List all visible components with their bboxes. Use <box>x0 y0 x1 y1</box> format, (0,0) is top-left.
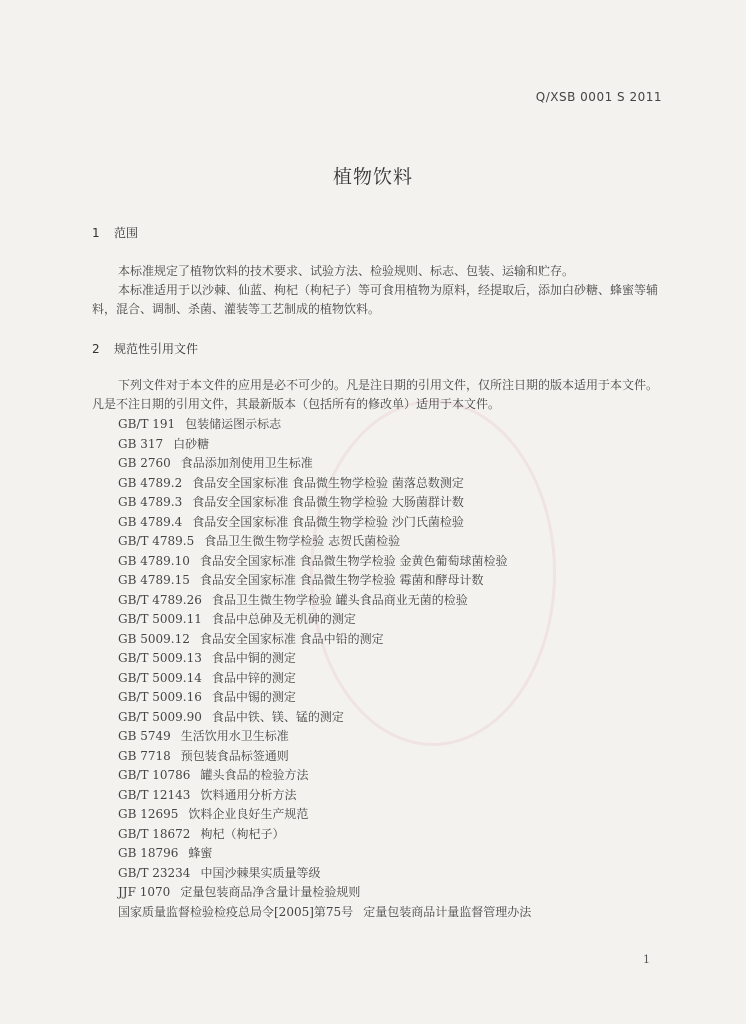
reference-code: GB/T 5009.13 <box>118 651 202 665</box>
reference-code: GB 317 <box>118 436 164 451</box>
reference-item <box>118 903 678 923</box>
reference-item <box>118 747 678 767</box>
reference-code: GB/T 5009.16 <box>118 690 202 704</box>
reference-title: 食品卫生微生物学检验 志贺氏菌检验 <box>204 534 401 548</box>
reference-item <box>118 493 678 513</box>
reference-item <box>118 805 678 825</box>
section-title: 规范性引用文件 <box>114 342 199 356</box>
reference-code: GB/T 23234 <box>118 865 191 880</box>
reference-item <box>118 688 678 708</box>
reference-code: GB/T 12143 <box>118 787 191 802</box>
reference-item <box>118 669 678 689</box>
reference-item <box>118 786 678 806</box>
reference-code: GB/T 5009.90 <box>118 709 202 724</box>
reference-item <box>118 571 678 591</box>
reference-title: 预包装食品标签通则 <box>180 748 289 763</box>
reference-title: 蜂蜜 <box>188 846 213 860</box>
reference-title: 生活饮用水卫生标准 <box>180 729 289 743</box>
reference-title: 食品添加剂使用卫生标准 <box>180 456 313 470</box>
reference-code: GB/T 18672 <box>118 826 191 841</box>
reference-title: 食品卫生微生物学检验 罐头食品商业无菌的检验 <box>211 592 468 607</box>
reference-title: 食品安全国家标准 食品微生物学检验 霉菌和酵母计数 <box>199 573 484 587</box>
reference-title: 白砂糖 <box>173 436 210 451</box>
reference-item <box>118 883 678 903</box>
section-number: 1 <box>92 226 100 240</box>
reference-title: 食品中铜的测定 <box>211 651 296 665</box>
reference-title: 枸杞（枸杞子） <box>200 826 285 841</box>
scope-paragraph-1: 本标准规定了植物饮料的技术要求、试验方法、检验规则、标志、包装、运输和贮存。 <box>118 264 575 278</box>
reference-title: 饮料通用分析方法 <box>200 787 297 802</box>
section-heading-scope <box>92 224 138 241</box>
reference-title: 食品中锌的测定 <box>211 670 296 685</box>
reference-code: GB/T 5009.14 <box>118 670 202 685</box>
reference-item <box>118 474 678 494</box>
reference-code: JJF 1070 <box>118 885 171 899</box>
reference-title: 食品安全国家标准 食品微生物学检验 金黄色葡萄球菌检验 <box>199 553 508 568</box>
reference-title: 食品安全国家标准 食品微生物学检验 大肠菌群计数 <box>192 495 464 509</box>
reference-title: 饮料企业良好生产规范 <box>188 807 309 821</box>
reference-list <box>118 415 678 922</box>
reference-code: GB 5009.12 <box>118 631 190 646</box>
standard-code: Q/XSB 0001 S 2011 <box>535 90 662 104</box>
section-number: 2 <box>92 342 100 356</box>
reference-title: 食品安全国家标准 食品微生物学检验 沙门氏菌检验 <box>192 514 464 529</box>
reference-title: 食品中铁、镁、锰的测定 <box>211 709 344 724</box>
reference-item <box>118 766 678 786</box>
reference-code: GB 4789.10 <box>118 553 190 568</box>
reference-item <box>118 610 678 630</box>
reference-item <box>118 454 678 474</box>
reference-title: 中国沙棘果实质量等级 <box>200 865 321 880</box>
reference-code: 国家质量监督检验检疫总局令[2005]第75号 <box>118 904 354 919</box>
reference-title: 食品安全国家标准 食品微生物学检验 菌落总数测定 <box>192 475 464 490</box>
section-title: 范围 <box>114 226 139 240</box>
reference-title: 定量包装商品计量监督管理办法 <box>363 904 532 919</box>
reference-title: 罐头食品的检验方法 <box>200 768 309 782</box>
reference-code: GB 4789.3 <box>118 495 183 509</box>
reference-code: GB 12695 <box>118 807 179 821</box>
reference-item <box>118 649 678 669</box>
reference-item <box>118 864 678 884</box>
reference-code: GB 4789.2 <box>118 475 183 490</box>
reference-title: 食品中锡的测定 <box>211 690 296 704</box>
reference-item <box>118 513 678 533</box>
reference-item <box>118 727 678 747</box>
scope-paragraph-2: 本标准适用于以沙棘、仙蓝、枸杞（枸杞子）等可食用植物为原料，经提取后，添加白砂糖、蜂蜜等辅料，混合、调制、杀菌、灌装等工艺制成的植物饮料。 <box>92 283 659 316</box>
reference-title: 包装储运图示标志 <box>185 417 282 431</box>
reference-code: GB/T 5009.11 <box>118 612 202 626</box>
reference-item <box>118 825 678 845</box>
reference-item <box>118 552 678 572</box>
reference-item <box>118 844 678 864</box>
reference-code: GB 4789.15 <box>118 573 190 587</box>
reference-code: GB/T 4789.5 <box>118 534 195 548</box>
reference-code: GB/T 10786 <box>118 768 191 782</box>
reference-item <box>118 591 678 611</box>
reference-title: 食品中总砷及无机砷的测定 <box>211 612 356 626</box>
reference-item <box>118 532 678 552</box>
reference-item <box>118 708 678 728</box>
page-title: 植物饮料 <box>332 166 413 188</box>
reference-code: GB 2760 <box>118 456 171 470</box>
section-heading-references <box>92 340 198 357</box>
reference-title: 食品安全国家标准 食品中铅的测定 <box>199 631 384 646</box>
reference-item <box>118 435 678 455</box>
page-number: 1 <box>643 953 650 966</box>
reference-code: GB/T 4789.26 <box>118 592 202 607</box>
reference-code: GB 4789.4 <box>118 514 183 529</box>
reference-item <box>118 415 678 435</box>
references-intro: 下列文件对于本文件的应用是必不可少的。凡是注日期的引用文件，仅所注日期的版本适用于本文件。凡是不注日期的引用文件，其最新版本（包括所有的修改单）适用于本文件。 <box>92 378 659 411</box>
reference-code: GB 18796 <box>118 846 179 860</box>
reference-title: 定量包装商品净含量计量检验规则 <box>180 885 361 899</box>
reference-item <box>118 630 678 650</box>
reference-code: GB 7718 <box>118 748 171 763</box>
reference-code: GB/T 191 <box>118 417 176 431</box>
reference-code: GB 5749 <box>118 729 171 743</box>
